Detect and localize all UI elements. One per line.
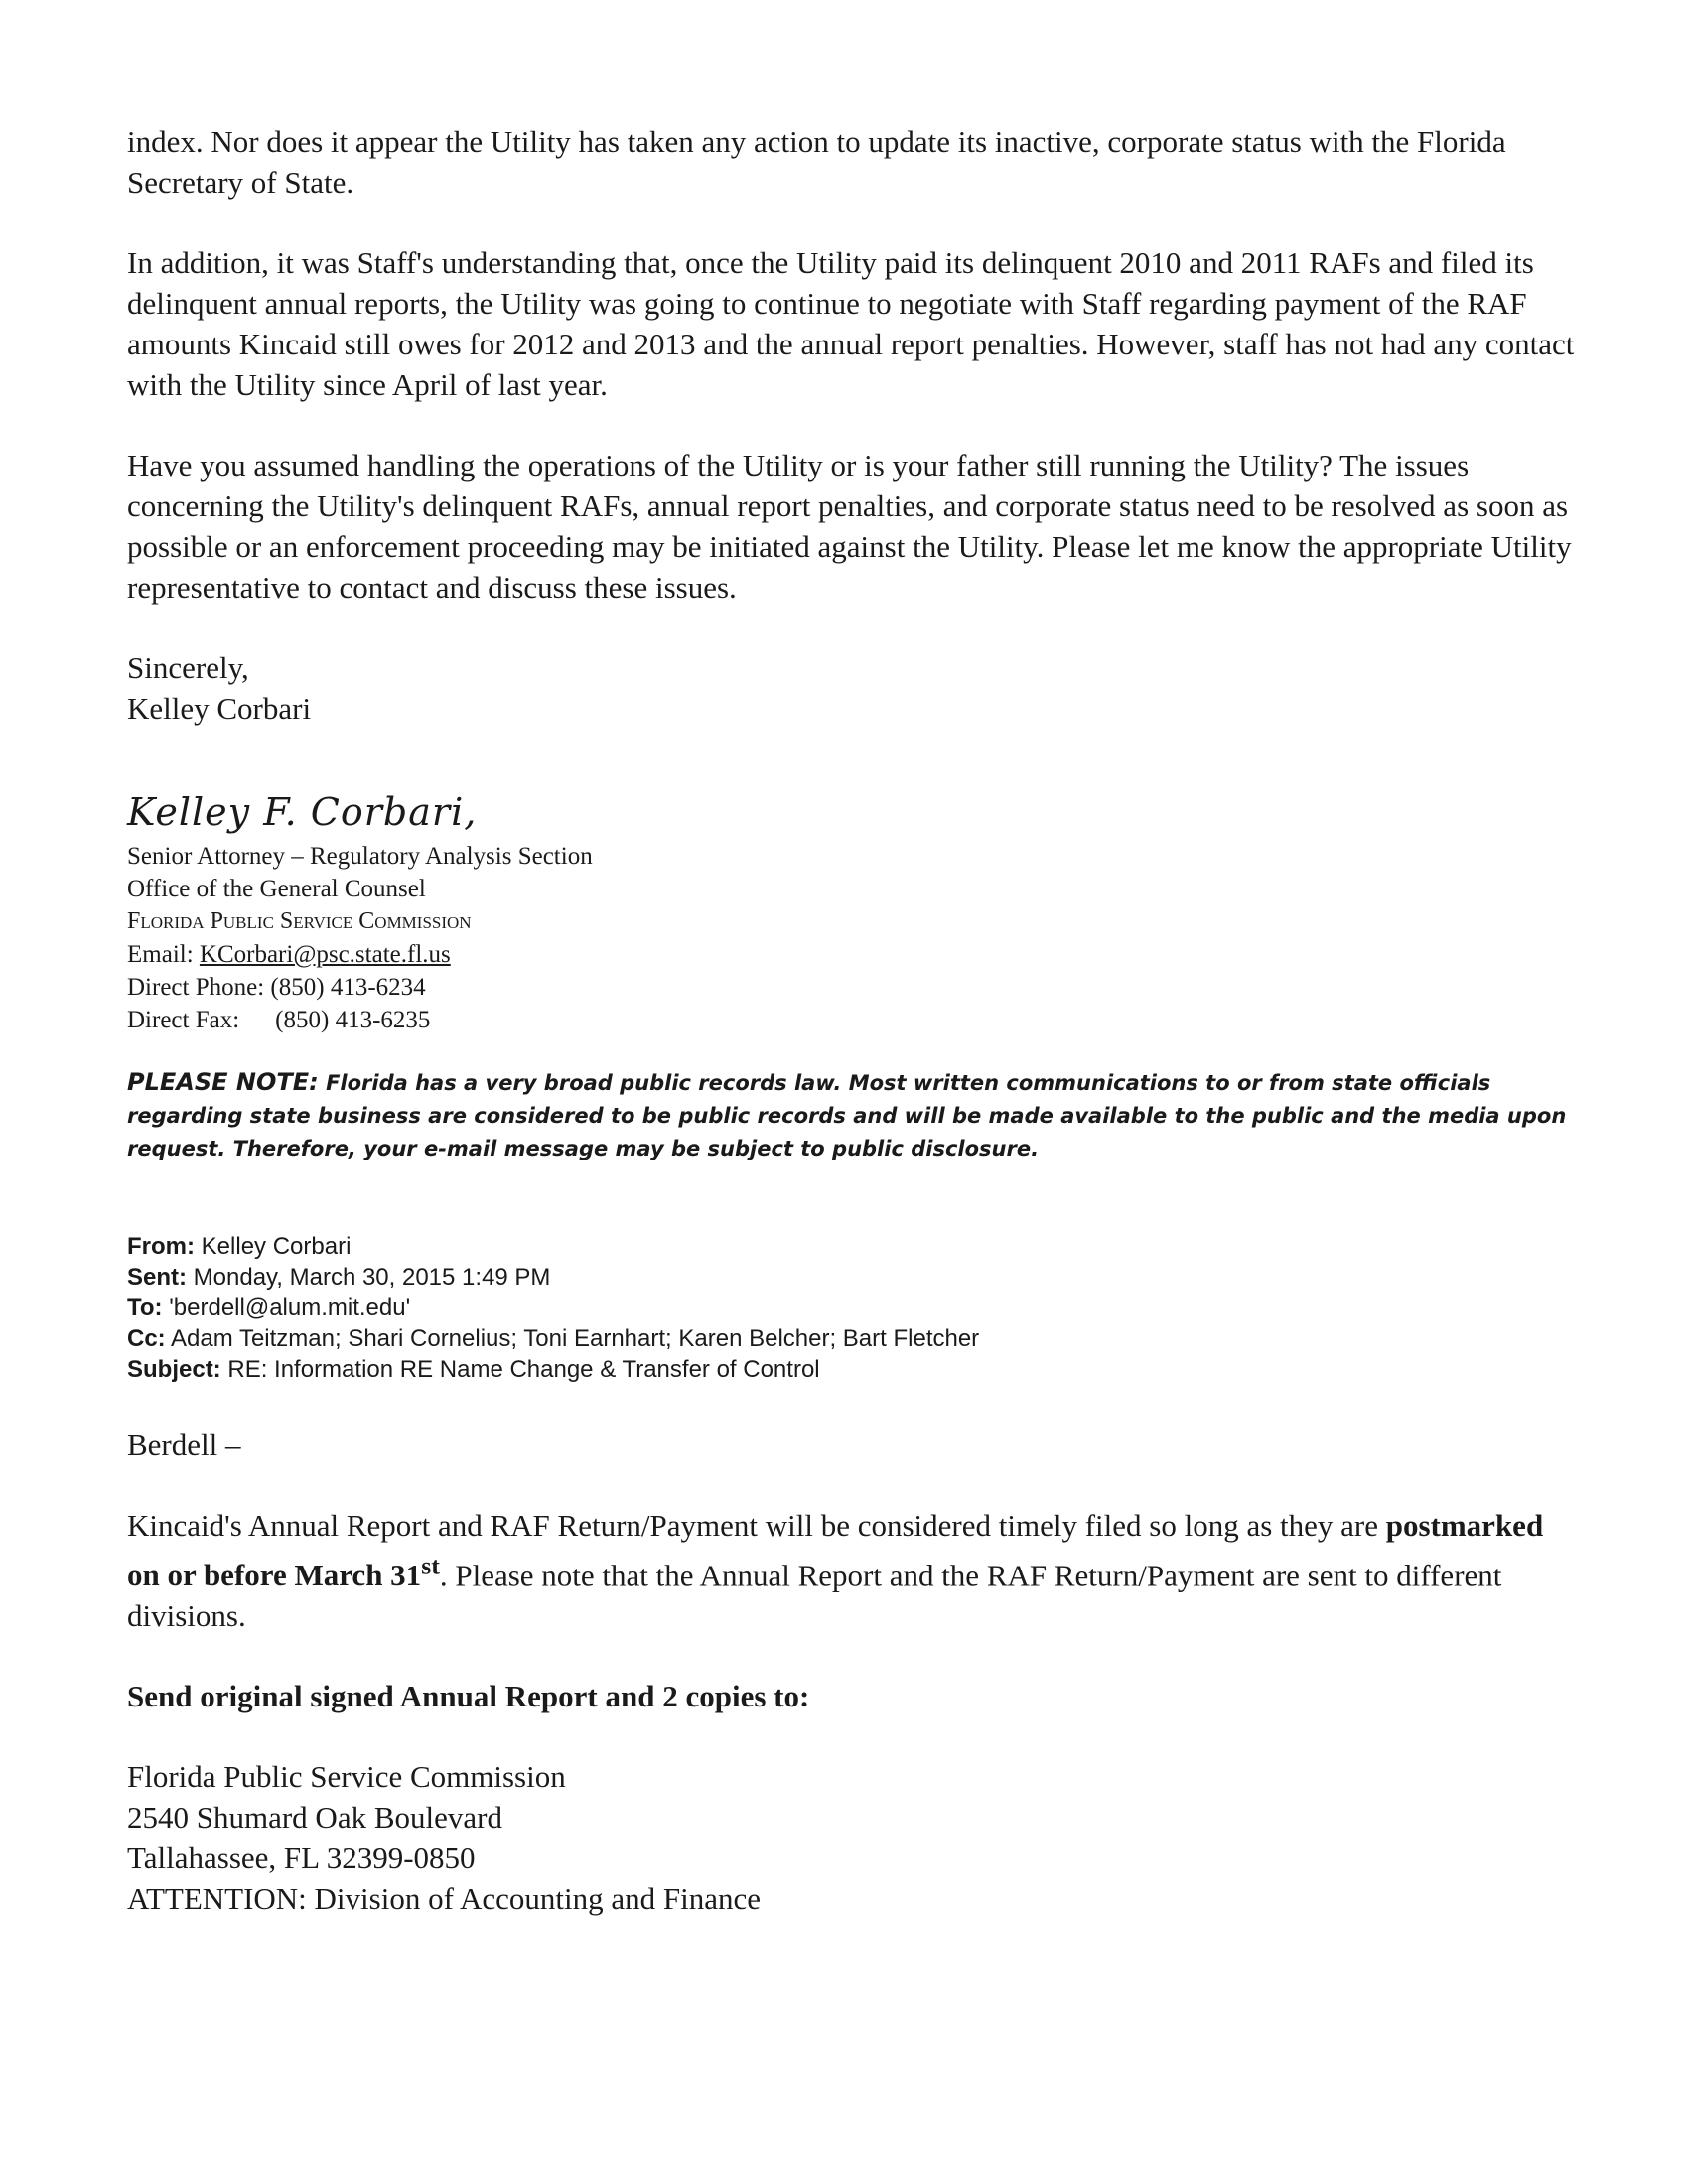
- signature-email-line: [127, 938, 1577, 971]
- from-value: Kelley Corbari: [201, 1233, 352, 1260]
- address-line-street: 2540 Shumard Oak Boulevard: [127, 1800, 502, 1836]
- signature-phone-line: [127, 971, 1577, 1004]
- notice-lead: PLEASE NOTE:: [127, 1068, 319, 1096]
- send-instructions-heading: Send original signed Annual Report and 2 copies to:: [127, 1679, 810, 1714]
- sent-label: Sent:: [127, 1264, 187, 1291]
- subject-value: RE: Information RE Name Change & Transfer of Control: [227, 1356, 820, 1383]
- deadline-text: postmarked on or before March 31: [127, 1508, 1544, 1593]
- paragraph-corporate-status: index. Nor does it appear the Utility has taken any action to update its inactive, corporate status with the Florida Secretary of State.: [127, 124, 1506, 200]
- sent-value: Monday, March 30, 2015 1:49 PM: [193, 1264, 551, 1291]
- email-header: [127, 1231, 1577, 1385]
- paragraph-negotiation: In addition, it was Staff's understanding that, once the Utility paid its delinquent 2010 and 2011 RAFs and filed its delinquent annual reports, the Utility was going to continue to negotiate with Staff regarding payment of the RAF amounts Kincaid still owes for 2012 and 2013 and the annual report penalties. However, staff has not had any contact with the Utility since April of last year.: [127, 245, 1575, 402]
- deadline-ordinal: st: [421, 1552, 440, 1580]
- fax-number: (850) 413-6235: [275, 1007, 431, 1033]
- valediction: Sincerely,: [127, 650, 249, 685]
- email-link[interactable]: KCorbari@psc.state.fl.us: [199, 941, 451, 968]
- header-sent: [127, 1262, 1577, 1293]
- closing-name: Kelley Corbari: [127, 691, 312, 726]
- signature-script-name: Kelley F. Corbari,: [127, 790, 478, 834]
- header-cc: [127, 1323, 1577, 1354]
- mailing-address: [127, 1756, 1577, 1919]
- address-line-city: Tallahassee, FL 32399-0850: [127, 1841, 476, 1876]
- public-records-notice: [127, 1066, 1567, 1165]
- notice-text: Florida has a very broad public records law. Most written communications to or from state officials regarding state business are considered to be public records and will be made available to the public and the media upon request. Therefore, your e-mail message may be subject to public disclosure.: [127, 1071, 1567, 1160]
- address-line-org: Florida Public Service Commission: [127, 1759, 566, 1795]
- subject-label: Subject:: [127, 1356, 221, 1383]
- cc-label: Cc:: [127, 1325, 166, 1352]
- signature-title: Senior Attorney – Regulatory Analysis Section: [127, 843, 593, 870]
- email-label: Email:: [127, 941, 194, 968]
- cc-value: Adam Teitzman; Shari Cornelius; Toni Earnhart; Karen Belcher; Bart Fletcher: [171, 1325, 980, 1352]
- fax-label: Direct Fax:: [127, 1007, 240, 1033]
- to-value: 'berdell@alum.mit.edu': [169, 1295, 411, 1321]
- header-subject: [127, 1354, 1577, 1385]
- letter-page: [127, 121, 1577, 1919]
- reply-body-end: . Please note that the Annual Report and the RAF Return/Payment are sent to different divisions.: [127, 1558, 1502, 1634]
- signature-block: [127, 790, 1577, 1036]
- phone-label: Direct Phone:: [127, 974, 265, 1001]
- header-from: [127, 1231, 1577, 1262]
- address-line-attention: ATTENTION: Division of Accounting and Finance: [127, 1881, 761, 1917]
- phone-number: (850) 413-6234: [270, 974, 426, 1001]
- signature-organization: Florida Public Service Commission: [127, 908, 472, 934]
- reply-greeting: Berdell –: [127, 1428, 241, 1462]
- signature-fax-line: [127, 1004, 1577, 1036]
- reply-body-start: Kincaid's Annual Report and RAF Return/Payment will be considered timely filed so long as they are: [127, 1508, 1378, 1543]
- paragraph-inquiry: Have you assumed handling the operations of the Utility or is your father still running the Utility? The issues concerning the Utility's delinquent RAFs, annual report penalties, and corporate status need to be resolved as soon as possible or an enforcement proceeding may be initiated against the Utility. Please let me know the appropriate Utility representative to contact and discuss these issues.: [127, 448, 1572, 605]
- closing-block: [127, 647, 1577, 729]
- header-to: [127, 1293, 1577, 1323]
- from-label: From:: [127, 1233, 195, 1260]
- to-label: To:: [127, 1295, 163, 1321]
- signature-office: Office of the General Counsel: [127, 876, 426, 902]
- reply-body: [127, 1505, 1577, 1636]
